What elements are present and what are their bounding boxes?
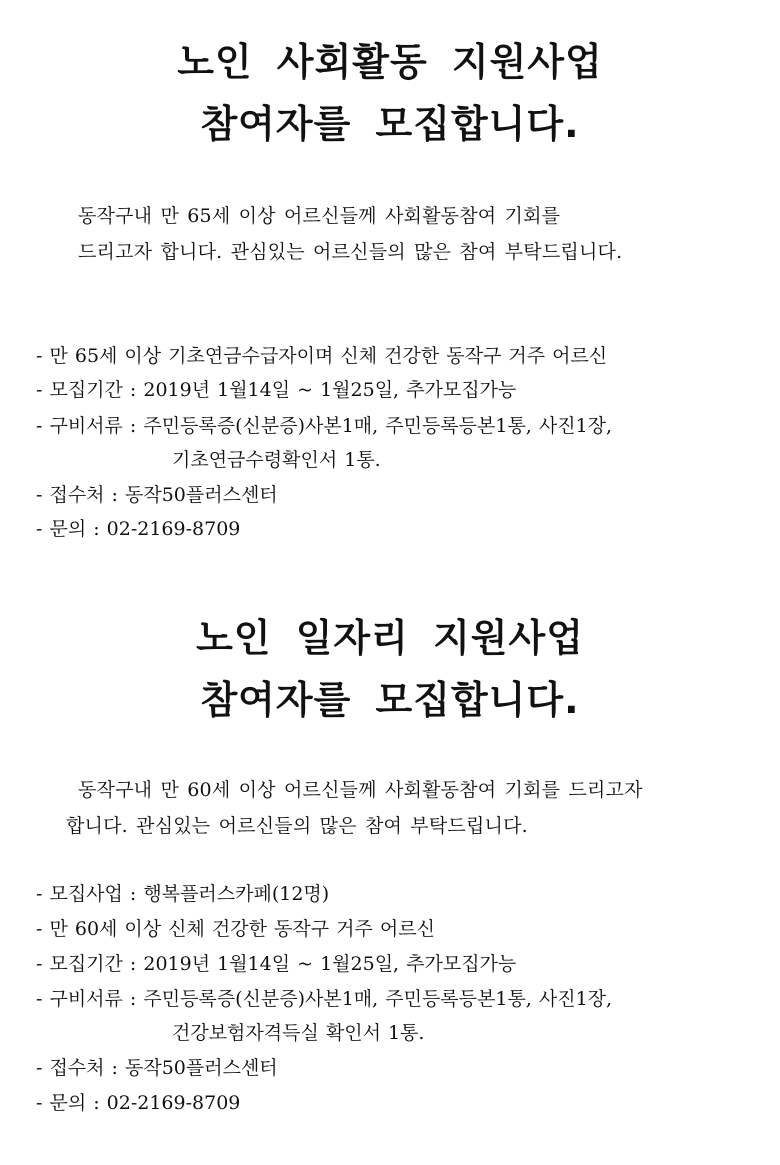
section2-intro-line2: 합니다. 관심있는 어르신들의 많은 참여 부탁드립니다.	[66, 815, 528, 837]
section1-item-contact: - 문의 : 02-2169-8709	[36, 518, 241, 540]
section1-title-line1: 노인 사회활동 지원사업	[177, 40, 603, 84]
section2-item-program: - 모집사업 : 행복플러스카페(12명)	[36, 883, 330, 905]
section2-item-eligibility: - 만 60세 이상 신체 건강한 동작구 거주 어르신	[36, 918, 435, 940]
section1-item-documents: - 구비서류 : 주민등록증(신분증)사본1매, 주민등록등본1통, 사진1장,	[36, 415, 613, 437]
section2-item-documents: - 구비서류 : 주민등록증(신분증)사본1매, 주민등록등본1통, 사진1장,	[36, 988, 613, 1010]
section1-item-reception: - 접수처 : 동작50플러스센터	[36, 484, 278, 506]
section2-title-line1: 노인 일자리 지원사업	[196, 616, 584, 660]
section2-item-documents-cont: 건강보험자격득실 확인서 1통.	[172, 1022, 425, 1044]
section2-item-period: - 모집기간 : 2019년 1월14일 ~ 1월25일, 추가모집가능	[36, 953, 517, 975]
section1-item-period: - 모집기간 : 2019년 1월14일 ~ 1월25일, 추가모집가능	[36, 379, 517, 401]
section2-intro-line1: 동작구내 만 60세 이상 어르신들께 사회활동참여 기회를 드리고자	[78, 779, 643, 801]
section1-item-eligibility: - 만 65세 이상 기초연금수급자이며 신체 건강한 동작구 거주 어르신	[36, 345, 608, 367]
section1-intro-line1: 동작구내 만 65세 이상 어르신들께 사회활동참여 기회를	[78, 205, 561, 227]
section2-item-contact: - 문의 : 02-2169-8709	[36, 1092, 241, 1114]
section2-item-reception: - 접수처 : 동작50플러스센터	[36, 1057, 278, 1079]
section1-item-documents-cont: 기초연금수령확인서 1통.	[172, 449, 381, 471]
section1-intro-line2: 드리고자 합니다. 관심있는 어르신들의 많은 참여 부탁드립니다.	[78, 241, 623, 263]
section2-title-line2: 참여자를 모집합니다.	[200, 678, 580, 722]
section1-title-line2: 참여자를 모집합니다.	[200, 102, 580, 146]
